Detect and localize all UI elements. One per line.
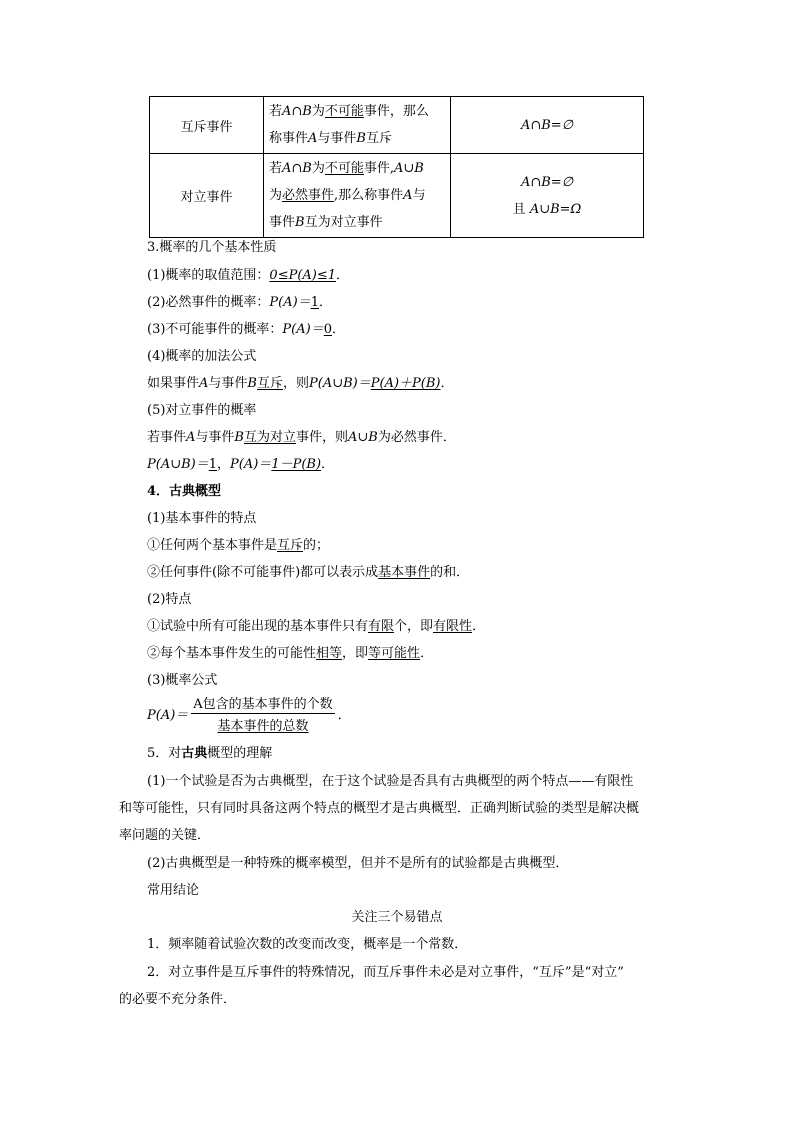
text: (1)概率的取值范围： bbox=[147, 268, 270, 283]
text: 个，即 bbox=[394, 619, 434, 634]
math: P(A)＝ bbox=[269, 295, 311, 310]
math: A∪B bbox=[394, 161, 424, 176]
fraction bbox=[191, 693, 334, 734]
fraction-numerator: A包含的基本事件的个数 bbox=[191, 693, 334, 714]
error-point-2-cont: 的必要不充分条件． bbox=[119, 992, 237, 1007]
text: ． bbox=[420, 646, 434, 661]
math: A∩B=∅ bbox=[520, 174, 574, 190]
math: P(A)＝ bbox=[282, 322, 324, 337]
math: A∪B bbox=[348, 430, 378, 445]
text: ②任何事件(除不可能事件)都可以表示成 bbox=[147, 565, 379, 580]
text: ,那么称事件 bbox=[334, 188, 404, 203]
math: P(A)＝ bbox=[147, 708, 189, 723]
text: ①任何两个基本事件是 bbox=[147, 538, 278, 553]
math: A bbox=[403, 188, 413, 203]
text: 事件, bbox=[363, 161, 395, 176]
error-point-2: 2．对立事件是互斥事件的特殊情况，而互斥事件未必是对立事件，“互斥”是“对立” bbox=[147, 965, 624, 980]
text: 互斥 bbox=[365, 131, 392, 146]
property-3 bbox=[147, 318, 345, 337]
paragraph-line: (2)古典概型是一种特殊的概率模型，但并不是所有的试验都是古典概型． bbox=[147, 856, 569, 871]
underlined-answer: 1 bbox=[310, 295, 319, 310]
property-2 bbox=[147, 291, 332, 310]
math: A∩B bbox=[282, 104, 312, 119]
section-4-title: 4．古典概型 bbox=[147, 484, 222, 499]
underlined-answer: 有限 bbox=[368, 619, 395, 634]
underlined-answer: P(A)＋P(B) bbox=[370, 376, 441, 391]
fraction-denominator: 基本事件的总数 bbox=[217, 719, 309, 734]
text: 称事件 bbox=[269, 131, 309, 146]
math: P(A∪B)＝ bbox=[309, 376, 371, 391]
text: ． bbox=[337, 708, 351, 723]
math: B bbox=[247, 376, 257, 391]
text: (3)不可能事件的概率： bbox=[147, 322, 283, 337]
text: 的和． bbox=[430, 565, 470, 580]
math: B bbox=[356, 131, 366, 146]
text: 为 bbox=[311, 161, 325, 176]
underlined-answer: 0≤P(A)≤1 bbox=[269, 268, 337, 283]
math: A∩B=∅ bbox=[520, 117, 574, 133]
text: 事件，那么 bbox=[363, 104, 429, 119]
underlined-answer: 1 bbox=[208, 457, 218, 472]
characteristic-item-1 bbox=[147, 615, 485, 634]
text: 与事件 bbox=[317, 131, 357, 146]
math: B bbox=[295, 215, 305, 230]
math: B bbox=[234, 430, 244, 445]
math: A bbox=[308, 131, 318, 146]
text: 与 bbox=[412, 188, 426, 203]
underlined-answer: 不可能 bbox=[324, 161, 364, 176]
underlined-answer: 互为对立 bbox=[243, 430, 296, 445]
table-row bbox=[150, 97, 644, 154]
math: P(A)＝ bbox=[230, 457, 272, 472]
row-definition bbox=[264, 154, 451, 238]
text: 为 bbox=[311, 104, 325, 119]
row-name: 互斥事件 bbox=[150, 97, 264, 154]
text: ． bbox=[336, 268, 350, 283]
text: ①试验中所有可能出现的基本事件只有 bbox=[147, 619, 369, 634]
underlined-answer: 基本事件 bbox=[378, 565, 431, 580]
math: A bbox=[199, 376, 209, 391]
math: A∪B=Ω bbox=[529, 201, 582, 217]
text: ． bbox=[472, 619, 486, 634]
property-1 bbox=[147, 264, 349, 283]
paragraph-line: 率问题的关键． bbox=[119, 828, 211, 843]
underlined-answer: 不可能 bbox=[324, 104, 364, 119]
text: 的； bbox=[303, 538, 330, 553]
math: A bbox=[186, 430, 196, 445]
section-3-title: 3.概率的几个基本性质 bbox=[147, 240, 277, 255]
text: 5．对 bbox=[147, 746, 182, 761]
text: ， bbox=[217, 457, 231, 472]
text: 若 bbox=[269, 161, 283, 176]
row-definition bbox=[264, 97, 451, 154]
text: 若 bbox=[269, 104, 283, 119]
text: ． bbox=[321, 457, 335, 472]
text: 如果事件 bbox=[147, 376, 200, 391]
error-point-1: 1．频率随着试验次数的改变而改变，概率是一个常数． bbox=[147, 937, 468, 952]
underlined-answer: 必然事件 bbox=[282, 188, 335, 203]
text: (2)必然事件的概率： bbox=[147, 295, 270, 310]
addition-formula bbox=[147, 372, 454, 391]
text: 且 bbox=[512, 201, 526, 217]
text: 互为对立事件 bbox=[304, 215, 383, 230]
characteristic-item-2 bbox=[147, 642, 433, 661]
underlined-answer: 0 bbox=[323, 322, 332, 337]
underlined-answer: 互斥 bbox=[277, 538, 304, 553]
underlined-answer: 有限性 bbox=[433, 619, 473, 634]
complement-statement bbox=[147, 426, 456, 445]
text: 事件，则 bbox=[296, 430, 349, 445]
text: 概型的理解 bbox=[207, 746, 273, 761]
table-row bbox=[150, 154, 644, 238]
property-5-title: (5)对立事件的概率 bbox=[147, 403, 257, 418]
section-4-heading-2: (2)特点 bbox=[147, 592, 192, 607]
section-4-heading-3: (3)概率公式 bbox=[147, 673, 218, 688]
section-4-heading-1: (1)基本事件的特点 bbox=[147, 511, 257, 526]
event-definition-table bbox=[149, 96, 644, 238]
underlined-answer: 相等 bbox=[316, 646, 343, 661]
property-4-title: (4)概率的加法公式 bbox=[147, 349, 257, 364]
underlined-answer: 互斥 bbox=[256, 376, 283, 391]
row-symbol bbox=[451, 97, 644, 154]
paragraph-line: (1)一个试验是否为古典概型，在于这个试验是否具有古典概型的两个特点——有限性 bbox=[147, 774, 634, 789]
text: ． bbox=[440, 376, 454, 391]
text: 若事件 bbox=[147, 430, 187, 445]
row-symbol bbox=[451, 154, 644, 238]
row-name: 对立事件 bbox=[150, 154, 264, 238]
text: 事件 bbox=[269, 215, 296, 230]
math: P(A∪B)＝ bbox=[147, 457, 209, 472]
conclusion-heading: 常用结论 bbox=[147, 883, 200, 898]
paragraph-line: 和等可能性，只有同时具备这两个特点的概型才是古典概型．正确判断试验的类型是解决概 bbox=[119, 801, 640, 816]
text: ，即 bbox=[342, 646, 369, 661]
underlined-answer: 1－P(B) bbox=[271, 457, 322, 472]
error-points-title: 关注三个易错点 bbox=[351, 910, 443, 925]
complement-formula bbox=[147, 453, 334, 472]
text: ． bbox=[318, 295, 332, 310]
text: ②每个基本事件发生的可能性 bbox=[147, 646, 317, 661]
text: 与事件 bbox=[208, 376, 248, 391]
probability-formula bbox=[147, 693, 351, 734]
text: ． bbox=[331, 322, 345, 337]
text: 为必然事件． bbox=[377, 430, 456, 445]
section-5-title bbox=[147, 742, 272, 761]
text: ，则 bbox=[283, 376, 310, 391]
feature-item-2 bbox=[147, 561, 469, 580]
underlined-answer: 等可能性 bbox=[368, 646, 421, 661]
text: 与事件 bbox=[195, 430, 235, 445]
feature-item-1 bbox=[147, 534, 329, 553]
math: A∩B bbox=[282, 161, 312, 176]
text: 为 bbox=[269, 188, 283, 203]
text: 古典 bbox=[181, 746, 208, 761]
